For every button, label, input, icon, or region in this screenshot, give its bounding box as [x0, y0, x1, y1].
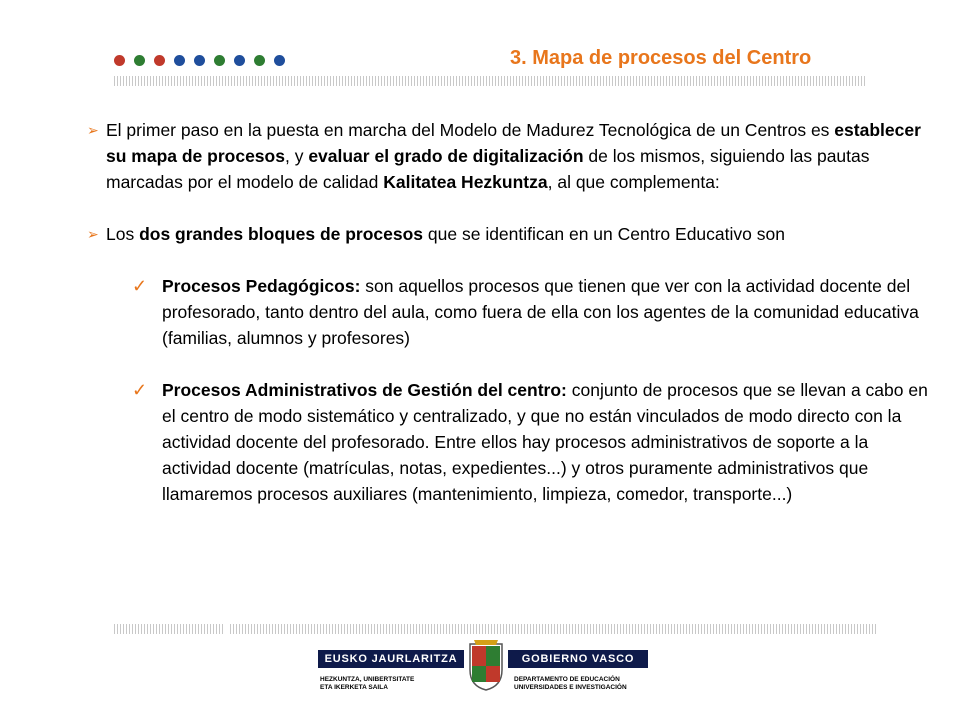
arrow-bullet-icon: ➢ [87, 226, 99, 242]
bottom-divider-left [114, 624, 224, 634]
decorative-dot [254, 55, 265, 66]
logo-right-subtitle: DEPARTAMENTO DE EDUCACIÓN UNIVERSIDADES E INVESTIGACIÓN [514, 676, 627, 691]
decorative-dot [114, 55, 125, 66]
decorative-dot [214, 55, 225, 66]
checkmark-icon: ✓ [132, 276, 148, 296]
sub-bullet-pedagogicos: ✓ Procesos Pedagógicos: son aquellos procesos que tienen que ver con la actividad docente del profesorado, tanto dentro del aula, como fuera de ella con los agentes de la comunidad educativa (familias, alumnos y profesores) [84, 273, 934, 351]
decorative-dot [134, 55, 145, 66]
bullet-paragraph-1: ➢ El primer paso en la puesta en marcha del Modelo de Madurez Tecnológica de un Centros es establecer su mapa de procesos, y evaluar el grado de digitalización de los mismos, siguiendo las pautas marcadas por el modelo de calidad Kalitatea Hezkuntza, al que complementa: [84, 117, 934, 195]
decorative-dot [194, 55, 205, 66]
decorative-dots [114, 55, 285, 67]
top-divider [114, 76, 866, 86]
coat-of-arms-icon [466, 636, 506, 692]
decorative-dot [234, 55, 245, 66]
slide-title: 3. Mapa de procesos del Centro [510, 47, 812, 69]
bottom-divider-right [230, 624, 878, 634]
decorative-dot [274, 55, 285, 66]
arrow-bullet-icon: ➢ [87, 122, 99, 138]
logo-left-subtitle: HEZKUNTZA, UNIBERTSITATE ETA IKERKETA SAILA [320, 676, 415, 691]
slide-content [84, 117, 934, 507]
sub-bullet-administrativos: ✓ Procesos Administrativos de Gestión del centro: conjunto de procesos que se llevan a cabo en el centro de modo sistemático y centralizado, y que no están vinculados de modo directo con la actividad docente del profesorado. Entre ellos hay procesos administrativos de soporte a la actividad docente (matrículas, notas, expedientes...) y otros puramente administrativos que llamaremos procesos auxiliares (mantenimiento, limpieza, comedor, transporte...) [84, 377, 934, 507]
decorative-dot [174, 55, 185, 66]
checkmark-icon: ✓ [132, 380, 148, 400]
logo-right-bar: GOBIERNO VASCO [508, 650, 648, 668]
decorative-dot [154, 55, 165, 66]
logo-left-bar: EUSKO JAURLARITZA [318, 650, 464, 668]
gobierno-vasco-logo [318, 636, 648, 708]
bullet-paragraph-2: ➢ Los dos grandes bloques de procesos que se identifican en un Centro Educativo son [84, 221, 934, 247]
